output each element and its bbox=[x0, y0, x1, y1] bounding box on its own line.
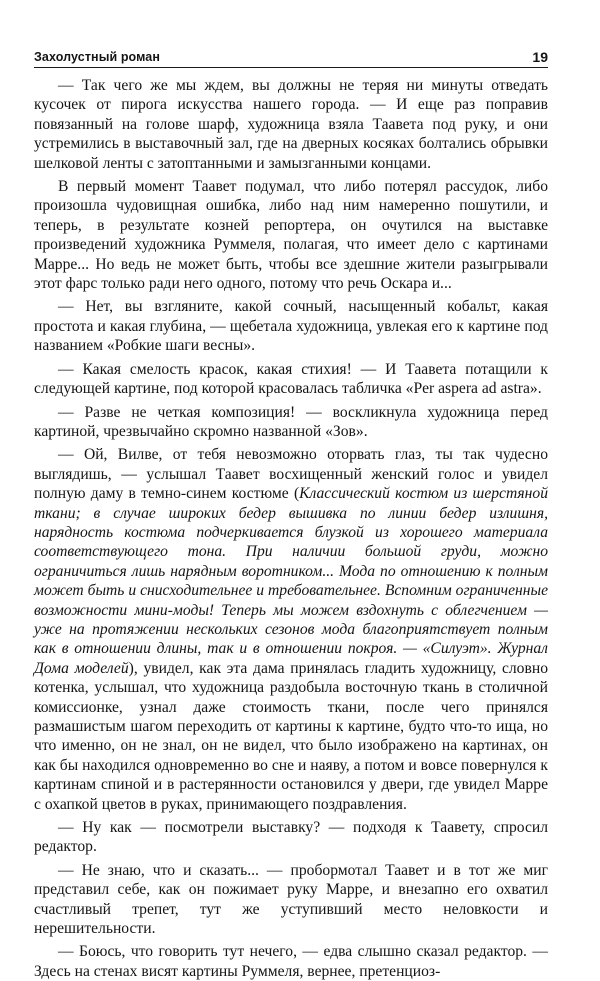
fashion-magazine-quote: Классический костюм из шерстяной ткани; в случае широких бедер вышивка по линии бедер излишня, нарядность костюма подчеркивается блузкой из хорошего материала соответствующего тона. При наличии большой груди, можно ограничиться лишь нарядным воротником... Мода по отношению к полным может быть и снисходительнее и требовательнее. Вспомним ограниченные возможности мини-моды! Теперь мы можем вздохнуть с облегчением — уже на протяжении нескольких сезонов мода благоприятствует полным как в отношении длины, так и в отношении покроя. — «Силуэт». Журнал Дома моделей bbox=[34, 485, 549, 677]
running-header bbox=[34, 47, 548, 68]
paragraph: — Боюсь, что говорить тут нечего, — едва слышно сказал редактор. — Здесь на стенах висят картины Руммеля, вернее, претенциоз- bbox=[34, 943, 548, 980]
page-number: 19 bbox=[532, 49, 548, 65]
paragraph: — Какая смелость красок, какая стихия! — И Таавета потащили к следующей картине, под которой красовалась табличка «Per aspera ad astra». bbox=[34, 360, 548, 398]
paragraph: В первый момент Таавет подумал, что либо потерял рассудок, либо произошла чудовищная ошибка, либо над ним намеренно пошутили, и теперь, в результате козней репортера, он очутился на выставке произведений художника Руммеля, полагая, что имеет дело с картинами Марре... Но ведь не может быть, чтобы все здешние жители разыгрывали этот фарс только ради него одного, потому что речь Оскара и... bbox=[34, 178, 548, 293]
paragraph: — Так чего же мы ждем, вы должны не теряя ни минуты отведать кусочек от пирога искусства нашего города. — И еще раз поправив повязанный на голове шарф, художница взяла Таавета под руку, и они устремились в выставочный зал, где на дверных косяках болтались обрывки шелковой ленты с затоптанными и замызганными концами. bbox=[34, 77, 548, 172]
paragraph: — Нет, вы взгляните, какой сочный, насыщенный кобальт, какая простота и какая глубина, — щебетала художница, увлекая его к картине под названием «Робкие шаги весны». bbox=[34, 298, 548, 355]
paragraph-text: ), увидел, как эта дама принялась гладить художницу, словно котенка, услышал, что художница раздобыла восточную ткань в столичной комиссионке, узнал даже стоимость ткани, после чего принялся размашистым шагом переходить от картины к картине, будто что-то ища, но что именно, он не знал, он не видел, что было изображено на картинах, он как бы находился одновременно во сне и наяву, а потом и вовсе повернулся к картинам спиной и в растерянности остановился у двери, где увидел Марре с охапкой цветов в руках, принимающего поздравления. bbox=[34, 659, 548, 813]
paragraph: — Разве не четкая композиция! — воскликнула художница перед картиной, чрезвычайно скромно названной «Зов». bbox=[34, 403, 548, 440]
paragraph-text: — Ой, Вилве, от тебя невозможно оторвать глаз, ты так чудесно выглядишь, — услышал Таавет восхищенный женский голос и увидел полную даму в темно-синем костюме ( bbox=[34, 446, 548, 503]
paragraph: — Не знаю, что и сказать... — пробормотал Таавет и в тот же миг представил себе, как он пожимает руку Марре, и внезапно его охватил счастливый трепет, тут же уступивший место неловкости и нерешительности. bbox=[34, 861, 548, 938]
paragraph: — Ну как — посмотрели выставку? — подходя к Таавету, спросил редактор. bbox=[34, 819, 548, 856]
paragraph-with-fashion-aside bbox=[34, 445, 548, 814]
body-text bbox=[34, 76, 548, 981]
running-title: Захолустный роман bbox=[34, 50, 161, 64]
